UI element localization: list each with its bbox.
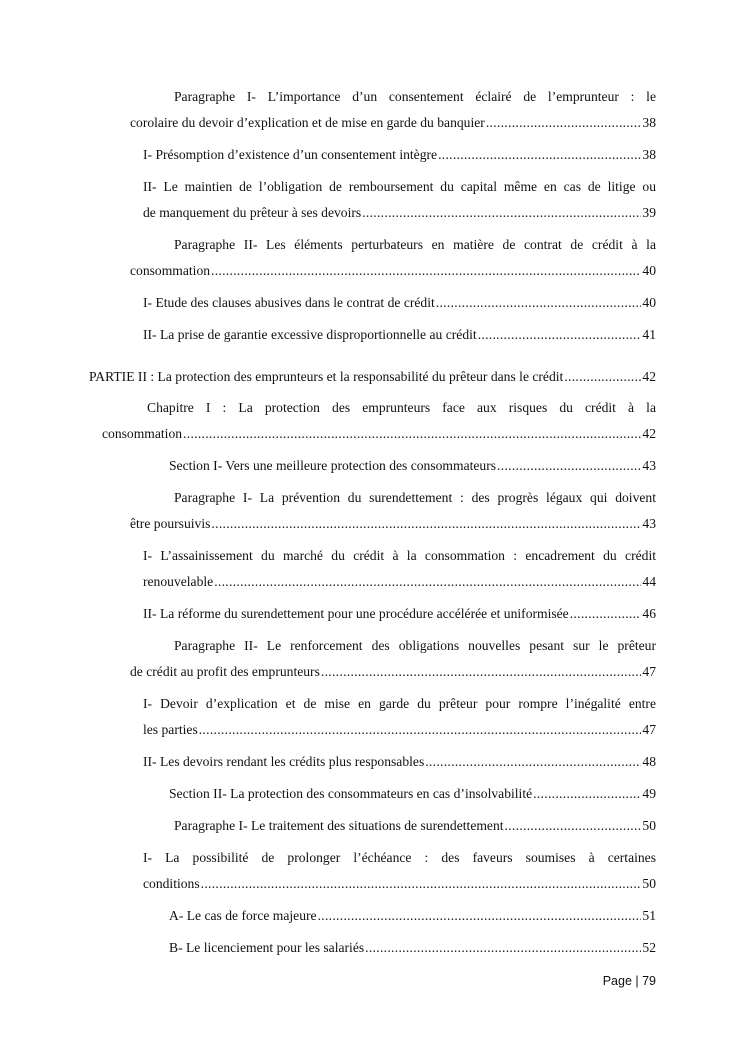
toc-entry-text: I- Etude des clauses abusives dans le contrat de crédit — [143, 295, 435, 310]
toc-entry-text: Section II- La protection des consommateurs en cas d’insolvabilité — [169, 786, 533, 801]
toc-page-number: 41 — [642, 327, 656, 342]
toc-entry — [143, 601, 656, 627]
toc-entry-text: être poursuivis — [130, 516, 211, 531]
toc-entry-text: II- La prise de garantie excessive disproportionnelle au crédit — [143, 327, 477, 342]
dot-leader — [199, 717, 642, 743]
toc-page-number: 52 — [642, 940, 656, 955]
toc-entry — [143, 142, 656, 168]
toc-entry-text: de manquement du prêteur à ses devoirs — [143, 205, 362, 220]
toc-entry — [130, 84, 656, 136]
toc-page-number: 39 — [642, 205, 656, 220]
toc-entry-text: Chapitre I : La protection des emprunteurs face aux risques du crédit à la — [147, 400, 656, 415]
toc-entry — [130, 232, 656, 284]
toc-entry-text: consommation — [130, 263, 211, 278]
toc-page-number: 49 — [642, 786, 656, 801]
toc-page-number: 40 — [642, 295, 656, 310]
toc-page-number: 46 — [642, 606, 656, 621]
toc-entry-text: PARTIE II : La protection des emprunteurs et la responsabilité du prêteur dans le crédit — [89, 369, 564, 384]
toc-entry — [130, 633, 656, 685]
toc-entry — [169, 781, 656, 807]
dot-leader — [570, 601, 642, 627]
toc-entry-text: les parties — [143, 722, 198, 737]
toc-entry-text: I- La possibilité de prolonger l’échéance : des faveurs soumises à certaines — [143, 850, 656, 865]
toc-page-number: 50 — [642, 818, 656, 833]
page-number-footer: Page | 79 — [602, 974, 656, 988]
toc-entry — [143, 691, 656, 743]
toc-page-number: 51 — [642, 908, 656, 923]
dot-leader — [438, 142, 641, 168]
toc-entry — [143, 322, 656, 348]
dot-leader — [318, 903, 642, 929]
dot-leader — [478, 322, 642, 348]
toc-page-number: 38 — [642, 147, 656, 162]
toc-entry-text: II- Le maintien de l’obligation de remboursement du capital même en cas de litige ou — [143, 179, 656, 194]
dot-leader — [486, 110, 642, 136]
dot-leader — [436, 290, 642, 316]
toc-entry-text: consommation — [102, 426, 183, 441]
toc-entry — [89, 364, 656, 390]
toc-entry-text: Paragraphe I- La prévention du surendettement : des progrès légaux qui doivent — [174, 490, 656, 505]
dot-leader — [211, 258, 641, 284]
toc-entry-text: I- L’assainissement du marché du crédit à la consommation : encadrement du crédit — [143, 548, 656, 563]
toc-entry-text: B- Le licenciement pour les salariés — [169, 940, 365, 955]
toc-entry — [169, 453, 656, 479]
toc-entry — [143, 290, 656, 316]
dot-leader — [201, 871, 642, 897]
dot-leader — [211, 511, 641, 537]
toc-page-number: 44 — [642, 574, 656, 589]
toc-entry — [169, 903, 656, 929]
toc-entry-text: conditions — [143, 876, 200, 891]
toc-entry — [143, 543, 656, 595]
toc-page-number: 48 — [642, 754, 656, 769]
toc-entry — [143, 845, 656, 897]
dot-leader — [362, 200, 641, 226]
toc-entry — [169, 935, 656, 961]
dot-leader — [564, 364, 641, 390]
toc-page-number: 40 — [642, 263, 656, 278]
toc-page-number: 38 — [642, 115, 656, 130]
toc-page-number: 43 — [642, 458, 656, 473]
toc-page-number: 42 — [642, 426, 656, 441]
toc-entry-text: corolaire du devoir d’explication et de mise en garde du banquier — [130, 115, 485, 130]
dot-leader — [505, 813, 642, 839]
toc-entry — [143, 749, 656, 775]
toc-entry — [130, 485, 656, 537]
toc-page-number: 42 — [642, 369, 656, 384]
dot-leader — [214, 569, 641, 595]
toc-entry-text: Paragraphe II- Le renforcement des obligations nouvelles pesant sur le prêteur — [174, 638, 656, 653]
toc-entry-text: I- Présomption d’existence d’un consentement intègre — [143, 147, 438, 162]
dot-leader — [365, 935, 641, 961]
toc-entry-text: Paragraphe I- Le traitement des situations de surendettement — [174, 818, 504, 833]
toc-page-number: 47 — [642, 664, 656, 679]
toc-entry-text: II- La réforme du surendettement pour une procédure accélérée et uniformisée — [143, 606, 569, 621]
toc-page-number: 43 — [642, 516, 656, 531]
dot-leader — [533, 781, 641, 807]
toc-entry-text: de crédit au profit des emprunteurs — [130, 664, 320, 679]
toc-entry — [143, 174, 656, 226]
toc-entry-text: A- Le cas de force majeure — [169, 908, 317, 923]
toc-entry-text: Paragraphe I- L’importance d’un consentement éclairé de l’emprunteur : le — [174, 89, 656, 104]
toc-page-number: 47 — [642, 722, 656, 737]
dot-leader — [183, 421, 641, 447]
dot-leader — [425, 749, 641, 775]
dot-leader — [321, 659, 642, 685]
toc-entry-text: Paragraphe II- Les éléments perturbateurs en matière de contrat de crédit à la — [174, 237, 656, 252]
toc-page-number: 50 — [642, 876, 656, 891]
toc-entry — [174, 813, 656, 839]
toc-entry-text: renouvelable — [143, 574, 214, 589]
dot-leader — [497, 453, 641, 479]
toc-entry — [102, 395, 656, 447]
toc-entry-text: Section I- Vers une meilleure protection des consommateurs — [169, 458, 497, 473]
toc-entry-text: I- Devoir d’explication et de mise en garde du prêteur pour rompre l’inégalité entre — [143, 696, 656, 711]
toc-entry-text: II- Les devoirs rendant les crédits plus responsables — [143, 754, 425, 769]
